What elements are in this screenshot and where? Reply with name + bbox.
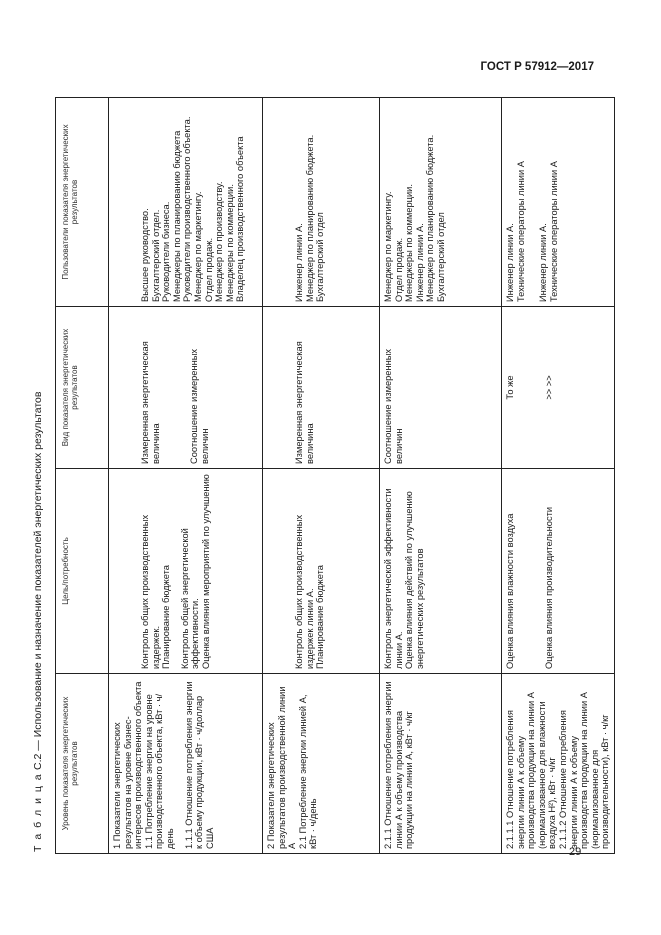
user-text: Менеджер по планированию бюджета. [425, 134, 436, 302]
goal-text: Оценка влияния производительности [543, 506, 554, 669]
page-number: 29 [569, 846, 582, 858]
user-text: Отдел продаж. [203, 237, 214, 302]
user-text: Инженер линии А. [538, 223, 549, 302]
user-text: Высшее руководство. [140, 208, 150, 302]
header-users: Пользователи показателя энергетических результатов [56, 98, 109, 307]
cell-goal [380, 469, 502, 674]
user-text: Менеджер по планированию бюджета. [304, 134, 315, 302]
caption-prefix: Т а б л и ц а [32, 772, 44, 852]
goal-text: Планирование бюджета [315, 565, 326, 669]
level-text: 1.1.1 Отношение потребления энергии к объему продукции, кВт · ч/доллар США [183, 681, 215, 849]
goal-text: Оценка влияния влажности воздуха [505, 513, 515, 669]
standard-number: ГОСТ Р 57912—2017 [480, 61, 594, 73]
header-kind: Вид показателя энергетических результатов [56, 307, 109, 469]
table-row [109, 98, 263, 854]
cell-level [502, 674, 615, 854]
header-level: Уровень показателя энергетических результатов [56, 674, 109, 854]
level-text: 2.1.1 Отношение потребления энергии линии А к объему производства продукции на линии А, кВт · ч/кг [383, 681, 415, 849]
user-text: Руководители производственного объекта. [182, 116, 193, 302]
cell-kind [502, 307, 615, 469]
goal-text: Оценка влияния мероприятий по улучшению [200, 474, 211, 669]
user-text: Отдел продаж. [393, 237, 404, 302]
cell-level [263, 674, 380, 854]
user-text: Технические операторы линии А [548, 161, 559, 302]
goal-text: Оценка влияния действий по улучшению энергетических результатов [404, 491, 425, 669]
user-text: Менеджеры по планированию бюджета [171, 130, 182, 302]
goal-text: Контроль общих производственных издержек. [140, 514, 161, 669]
cell-level [109, 674, 263, 854]
table-header-row [56, 98, 109, 854]
user-text: Бухгалтерский отдел. [150, 209, 161, 302]
level-text: 2.1 Потребление энергии линией А, кВт · ч/день [297, 694, 319, 849]
cell-level [380, 674, 502, 854]
goal-text: Контроль общей энергетической эффективности. [179, 528, 201, 669]
user-text: Бухгалтерский отдел [315, 212, 326, 302]
goal-text: Контроль энергетической эффективности линии А. [383, 488, 404, 669]
kind-text: Соотношение измеренных величин [189, 348, 210, 464]
cell-goal [502, 469, 615, 674]
level-text: 1 Показатели энергетических результатов на уровне бизнес-интересов производственного объекта [112, 681, 144, 849]
user-text: Технические операторы линии А [515, 161, 526, 302]
cell-users [380, 98, 502, 307]
cell-users [109, 98, 263, 307]
level-text: 2.1.1.2 Отношение потребления энергии линии А к объему производства продукции на линии А (нормализованное для производительности), кВт · ч/кг [557, 692, 611, 849]
user-text: Инженер линии А. [414, 223, 425, 302]
user-text: Владелец производственного объекта [235, 136, 246, 302]
kind-text: То же [505, 375, 515, 400]
cell-goal [263, 469, 380, 674]
user-text: Инженер линии А. [294, 223, 304, 302]
kind-text: Соотношение измеренных величин [383, 348, 404, 464]
user-text: Менеджеры по коммерции. [404, 184, 415, 302]
kind-text: Измеренная энергетическая величина [140, 341, 161, 464]
user-text: Руководители бизнеса. [161, 201, 172, 302]
indicators-table [55, 97, 615, 854]
table-row [263, 98, 380, 854]
table-caption [32, 392, 44, 852]
level-text: 2 Показатели энергетических результатов производственной линии А [266, 686, 298, 849]
cell-kind [380, 307, 502, 469]
cell-users [263, 98, 380, 307]
user-text: Бухгалтерский отдел [435, 212, 446, 302]
cell-goal [109, 469, 263, 674]
cell-users [502, 98, 615, 307]
user-text: Менеджер по маркетингу. [383, 191, 393, 302]
goal-text: Контроль общих производственных издержек линии А. [294, 514, 315, 669]
kind-text: Измеренная энергетическая величина [294, 341, 315, 464]
caption-label: С.2 — Использование и назначение показателей энергетических результатов [32, 391, 44, 773]
cell-kind [109, 307, 263, 469]
user-text: Менеджер по маркетингу. [192, 191, 203, 302]
table-row [380, 98, 502, 854]
user-text: Менеджеры по коммерции. [224, 184, 235, 302]
user-text: Менеджер по производству. [214, 181, 225, 302]
cell-kind [263, 307, 380, 469]
goal-text: Планирование бюджета [161, 565, 172, 669]
table-row [502, 98, 615, 854]
user-text: Инженер линии А. [505, 223, 515, 302]
header-goal: Цель/потребность [56, 469, 109, 674]
kind-text: >> >> [543, 375, 554, 400]
level-text: 1.1 Потребление энергии на уровне производственного объекта, кВт · ч/день [143, 693, 175, 849]
level-text: 2.1.1.1 Отношение потребления энергии линии А к объему производства продукции на линии А (нормализованное для влажности воздуха Н²), кВт · ч/кг [505, 692, 558, 849]
